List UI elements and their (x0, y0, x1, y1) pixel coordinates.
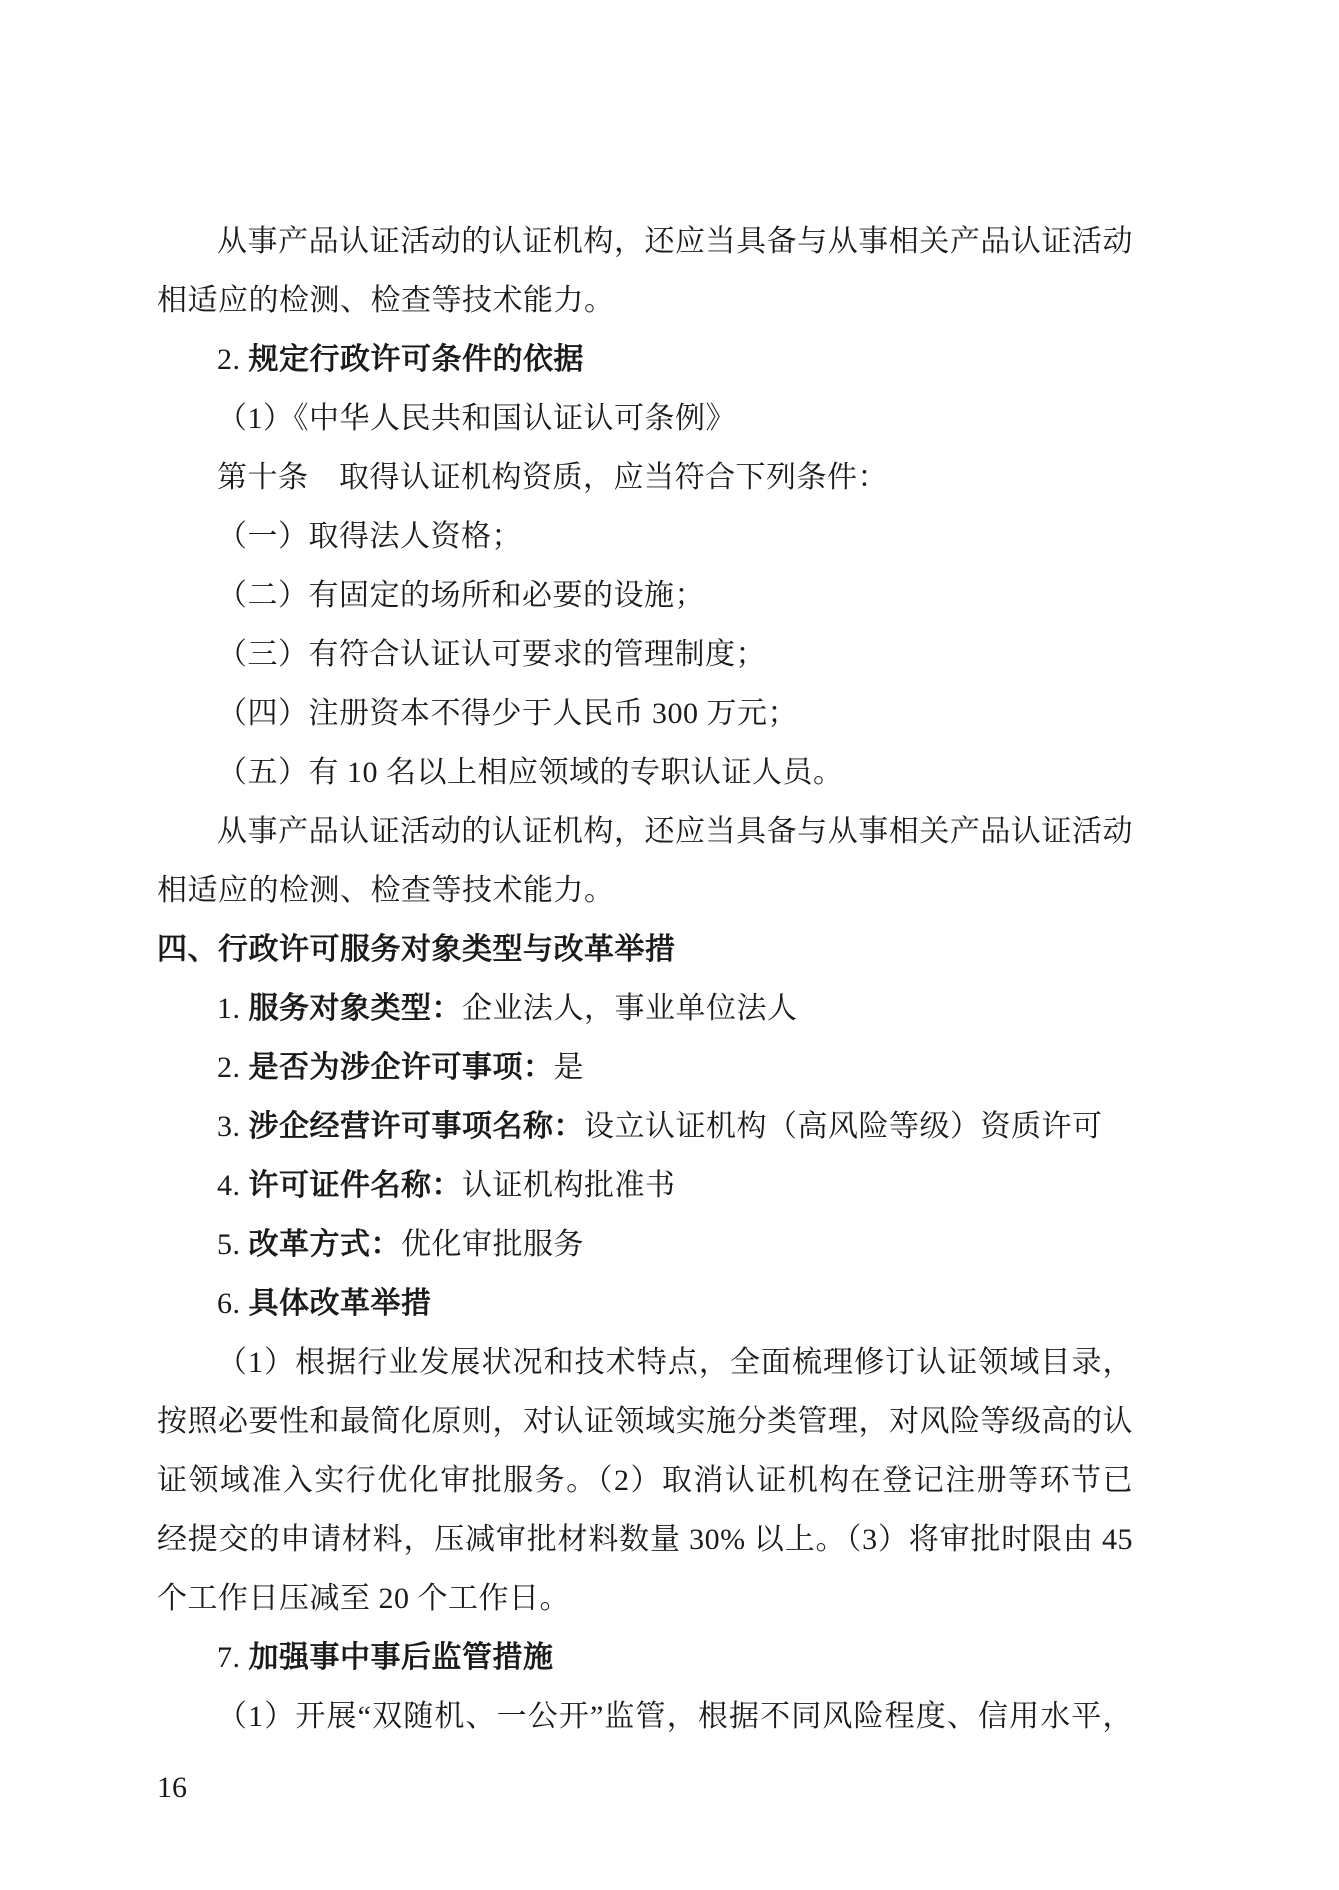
text-run: 7. (217, 1641, 249, 1674)
numbered-heading (157, 1628, 1133, 1687)
paragraph-line (157, 271, 1133, 330)
list-item (157, 743, 1133, 802)
text-run: （1）《中华人民共和国认证认可条例》 (217, 402, 736, 435)
text-run: 优化审批服务 (401, 1228, 584, 1261)
text-run: （五）有 10 名以上相应领域的专职认证人员。 (217, 756, 844, 789)
paragraph-line (157, 212, 1133, 271)
text-run: （1）根据行业发展状况和技术特点，全面梳理修订认证领域目录， (217, 1346, 1133, 1379)
paragraph-line (157, 1392, 1133, 1451)
numbered-heading (157, 330, 1133, 389)
bold-text-run: 具体改革举措 (248, 1287, 432, 1320)
bold-text-run: 服务对象类型： (248, 992, 462, 1025)
text-run: 2. (217, 1051, 249, 1084)
labeled-item (157, 1215, 1133, 1274)
text-run: 3. (217, 1110, 249, 1143)
text-run: 企业法人，事业单位法人 (462, 992, 798, 1025)
text-run: 从事产品认证活动的认证机构，还应当具备与从事相关产品认证活动 (217, 225, 1133, 258)
text-run: 2. (217, 343, 249, 376)
text-run: 认证机构批准书 (462, 1169, 676, 1202)
list-item (157, 684, 1133, 743)
text-run: 第十条 取得认证机构资质，应当符合下列条件： (217, 461, 888, 494)
labeled-item (157, 1097, 1133, 1156)
text-run: 5. (217, 1228, 249, 1261)
text-run: （1）开展“双随机、一公开”监管，根据不同风险程度、信用水平， (217, 1700, 1133, 1733)
bold-text-run: 规定行政许可条件的依据 (248, 343, 584, 376)
labeled-item (157, 1156, 1133, 1215)
list-item (157, 507, 1133, 566)
section-heading (157, 920, 1133, 979)
list-item (157, 389, 1133, 448)
text-run: 按照必要性和最简化原则，对认证领域实施分类管理，对风险等级高的认 (157, 1405, 1133, 1438)
text-run: （二）有固定的场所和必要的设施； (217, 579, 705, 612)
text-run: 设立认证机构（高风险等级）资质许可 (584, 1110, 1103, 1143)
list-item (157, 566, 1133, 625)
paragraph-line (157, 861, 1133, 920)
text-run: 6. (217, 1287, 249, 1320)
paragraph-line (157, 802, 1133, 861)
bold-text-run: 许可证件名称： (248, 1169, 462, 1202)
bold-text-run: 改革方式： (248, 1228, 401, 1261)
text-run: 个工作日压减至 20 个工作日。 (157, 1582, 570, 1615)
text-run: 相适应的检测、检查等技术能力。 (157, 284, 615, 317)
paragraph-line (157, 1687, 1133, 1746)
document-body (157, 212, 1133, 1746)
paragraph-line (157, 1333, 1133, 1392)
bold-text-run: 是否为涉企许可事项： (248, 1051, 554, 1084)
list-item (157, 625, 1133, 684)
text-run: （三）有符合认证认可要求的管理制度； (217, 638, 766, 671)
bold-text-run: 加强事中事后监管措施 (248, 1641, 554, 1674)
paragraph-line (157, 1451, 1133, 1510)
bold-text-run: 涉企经营许可事项名称： (248, 1110, 584, 1143)
paragraph-line (157, 1569, 1133, 1628)
bold-text-run: 四、行政许可服务对象类型与改革举措 (157, 933, 676, 966)
text-run: 经提交的申请材料，压减审批材料数量 30% 以上。（3）将审批时限由 45 (157, 1523, 1133, 1556)
page-number: 16 (157, 1771, 187, 1804)
numbered-heading (157, 1274, 1133, 1333)
clause-line (157, 448, 1133, 507)
text-run: 是 (553, 1051, 584, 1084)
text-run: 1. (217, 992, 249, 1025)
labeled-item (157, 1038, 1133, 1097)
text-run: 相适应的检测、检查等技术能力。 (157, 874, 615, 907)
labeled-item (157, 979, 1133, 1038)
text-run: 4. (217, 1169, 249, 1202)
text-run: （四）注册资本不得少于人民币 300 万元； (217, 697, 798, 730)
text-run: （一）取得法人资格； (217, 520, 522, 553)
text-run: 证领域准入实行优化审批服务。（2）取消认证机构在登记注册等环节已 (157, 1464, 1133, 1497)
text-run: 从事产品认证活动的认证机构，还应当具备与从事相关产品认证活动 (217, 815, 1133, 848)
paragraph-line (157, 1510, 1133, 1569)
